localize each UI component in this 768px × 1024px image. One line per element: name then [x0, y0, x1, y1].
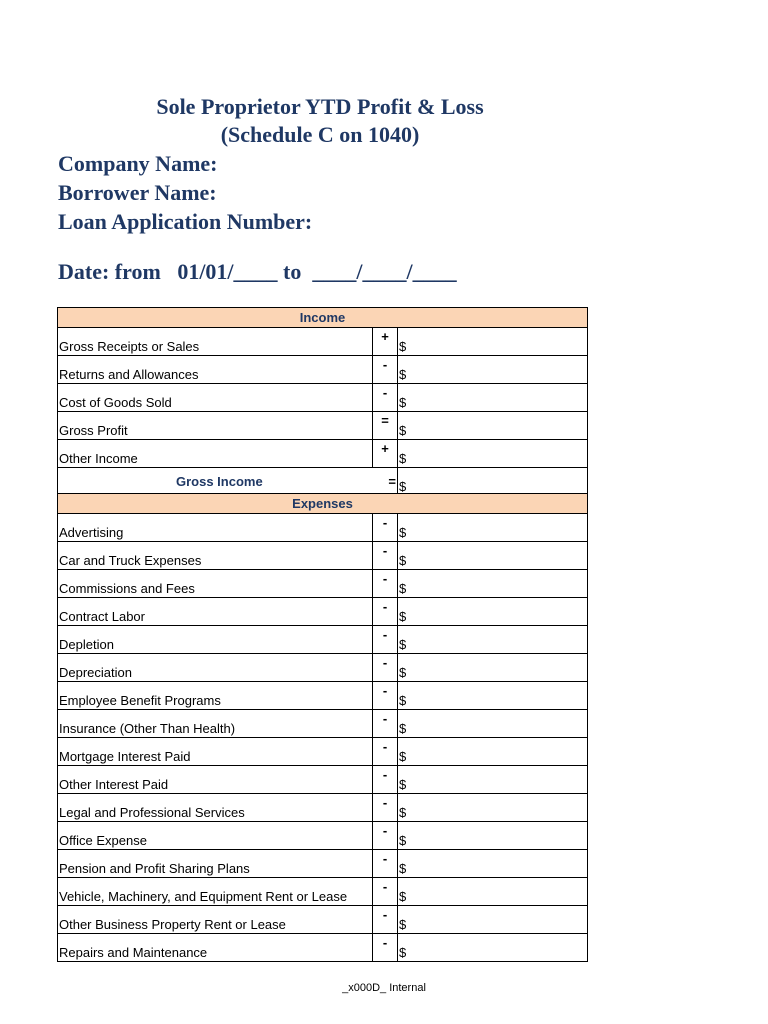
- row-label: Other Interest Paid: [58, 766, 373, 794]
- row-amount-field[interactable]: $: [398, 822, 588, 850]
- expenses-table: [57, 493, 588, 962]
- row-label: Cost of Goods Sold: [58, 384, 373, 412]
- row-amount-field[interactable]: $: [398, 850, 588, 878]
- row-amount-field[interactable]: $: [398, 542, 588, 570]
- row-amount-field[interactable]: $: [398, 906, 588, 934]
- row-operator: =: [373, 412, 398, 440]
- income-total-label: Gross Income: [58, 468, 373, 496]
- income-header-row: [58, 308, 588, 328]
- row-operator: -: [373, 682, 398, 710]
- table-row: [58, 906, 588, 934]
- table-row: [58, 850, 588, 878]
- table-row: [58, 682, 588, 710]
- row-label: Gross Receipts or Sales: [58, 328, 373, 356]
- document-subtitle: (Schedule C on 1040): [220, 122, 420, 147]
- row-operator: -: [373, 794, 398, 822]
- table-row: [58, 822, 588, 850]
- row-label: Car and Truck Expenses: [58, 542, 373, 570]
- row-label: Depletion: [58, 626, 373, 654]
- row-operator: -: [373, 850, 398, 878]
- row-amount-field[interactable]: $: [398, 654, 588, 682]
- income-section-header: Income: [58, 308, 588, 328]
- expenses-section-header: Expenses: [58, 494, 588, 514]
- row-amount-field[interactable]: $: [398, 384, 588, 412]
- income-table: [57, 307, 588, 496]
- table-row: [58, 626, 588, 654]
- row-amount-field[interactable]: $: [398, 598, 588, 626]
- table-row: [58, 710, 588, 738]
- row-label: Gross Profit: [58, 412, 373, 440]
- row-operator: -: [373, 878, 398, 906]
- row-amount-field[interactable]: $: [398, 794, 588, 822]
- row-label: Contract Labor: [58, 598, 373, 626]
- row-operator: -: [373, 514, 398, 542]
- row-amount-field[interactable]: $: [398, 738, 588, 766]
- row-label: Advertising: [58, 514, 373, 542]
- expenses-header-row: [58, 494, 588, 514]
- row-label: Vehicle, Machinery, and Equipment Rent or Lease: [58, 878, 373, 906]
- row-amount-field[interactable]: $: [398, 328, 588, 356]
- row-operator: -: [373, 654, 398, 682]
- row-label: Other Income: [58, 440, 373, 468]
- income-total-row: [58, 468, 588, 496]
- row-label: Insurance (Other Than Health): [58, 710, 373, 738]
- table-row: [58, 328, 588, 356]
- row-amount-field[interactable]: $: [398, 440, 588, 468]
- table-row: [58, 440, 588, 468]
- row-label: Mortgage Interest Paid: [58, 738, 373, 766]
- loan-application-number-label: Loan Application Number:: [58, 209, 313, 234]
- row-amount-field[interactable]: $: [398, 514, 588, 542]
- row-amount-field[interactable]: $: [398, 878, 588, 906]
- row-operator: +: [373, 440, 398, 468]
- row-amount-field[interactable]: $: [398, 934, 588, 962]
- row-operator: -: [373, 570, 398, 598]
- document-title: Sole Proprietor YTD Profit & Loss: [156, 94, 484, 119]
- row-operator: -: [373, 766, 398, 794]
- row-amount-field[interactable]: $: [398, 626, 588, 654]
- table-row: [58, 794, 588, 822]
- row-amount-field[interactable]: $: [398, 710, 588, 738]
- table-row: [58, 542, 588, 570]
- row-operator: -: [373, 598, 398, 626]
- row-operator: -: [373, 822, 398, 850]
- income-total-operator: =: [373, 468, 398, 496]
- row-label: Office Expense: [58, 822, 373, 850]
- table-row: [58, 356, 588, 384]
- row-operator: -: [373, 384, 398, 412]
- row-operator: -: [373, 738, 398, 766]
- date-range-label: Date: from 01/01/____ to ____/____/____: [58, 259, 457, 284]
- row-amount-field[interactable]: $: [398, 412, 588, 440]
- row-label: Repairs and Maintenance: [58, 934, 373, 962]
- row-label: Other Business Property Rent or Lease: [58, 906, 373, 934]
- row-operator: -: [373, 710, 398, 738]
- row-operator: -: [373, 906, 398, 934]
- footer-classification: _x000D_ Internal: [342, 982, 426, 994]
- row-amount-field[interactable]: $: [398, 766, 588, 794]
- row-amount-field[interactable]: $: [398, 682, 588, 710]
- row-label: Depreciation: [58, 654, 373, 682]
- row-amount-field[interactable]: $: [398, 570, 588, 598]
- table-row: [58, 514, 588, 542]
- row-operator: -: [373, 626, 398, 654]
- table-row: [58, 934, 588, 962]
- table-row: [58, 766, 588, 794]
- row-operator: -: [373, 934, 398, 962]
- table-row: [58, 598, 588, 626]
- row-label: Pension and Profit Sharing Plans: [58, 850, 373, 878]
- table-row: [58, 384, 588, 412]
- table-row: [58, 878, 588, 906]
- row-label: Returns and Allowances: [58, 356, 373, 384]
- table-row: [58, 654, 588, 682]
- company-name-label: Company Name:: [58, 151, 218, 176]
- table-row: [58, 412, 588, 440]
- row-operator: -: [373, 542, 398, 570]
- income-total-amount-field[interactable]: $: [398, 468, 588, 496]
- row-label: Commissions and Fees: [58, 570, 373, 598]
- row-label: Legal and Professional Services: [58, 794, 373, 822]
- table-row: [58, 570, 588, 598]
- row-operator: -: [373, 356, 398, 384]
- row-label: Employee Benefit Programs: [58, 682, 373, 710]
- table-row: [58, 738, 588, 766]
- row-amount-field[interactable]: $: [398, 356, 588, 384]
- borrower-name-label: Borrower Name:: [58, 180, 217, 205]
- row-operator: +: [373, 328, 398, 356]
